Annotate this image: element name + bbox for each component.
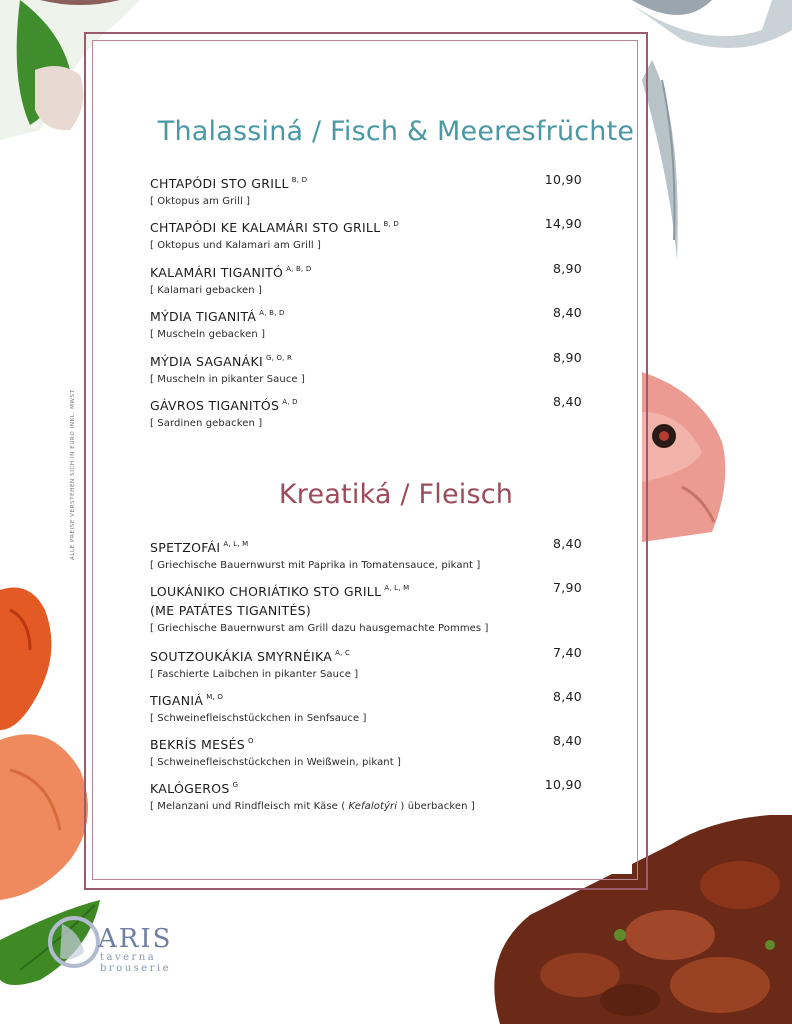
allergen-codes: G, O, R: [265, 354, 293, 362]
price-note-vertical: [70, 370, 80, 560]
logo: [40, 908, 190, 978]
item-description: [ Kalamari gebacken ]: [150, 285, 263, 296]
meat-section-title: Kreatiká / Fleisch: [278, 479, 514, 510]
item-description-italic: Kefalotýri: [348, 801, 398, 812]
item-price: 14,90: [544, 216, 582, 231]
allergen-codes: O: [248, 737, 254, 745]
item-description: [ Muscheln gebacken ]: [150, 329, 266, 340]
menu-item: [150, 689, 582, 726]
item-description: [ Faschierte Laibchen in pikanter Sauce ]: [150, 669, 359, 680]
item-name: SPETZOFÁI: [150, 540, 221, 555]
logo-wordmark: ARIS: [98, 924, 173, 954]
item-price: 10,90: [544, 172, 582, 187]
item-description: [ Sardinen gebacken ]: [150, 418, 263, 429]
fish-section-title: Thalassiná / Fisch & Meeresfrüchte: [157, 116, 635, 147]
menu-item: [150, 777, 582, 814]
item-price: 8,40: [552, 536, 582, 551]
item-name: TIGANIÁ: [150, 693, 204, 708]
item-price: 10,90: [544, 777, 582, 792]
menu-item: [150, 580, 582, 636]
menu-item: [150, 350, 582, 387]
allergen-codes: A, B, D: [286, 265, 312, 273]
item-description: [ Oktopus und Kalamari am Grill ]: [150, 240, 322, 251]
menu-item: [150, 536, 582, 573]
item-name: BEKRÍS MESÉS: [150, 737, 245, 752]
price-note-text: ALLE PREISE VERSTEHEN SICH IN EURO INKL. MWST.: [70, 387, 76, 560]
allergen-codes: A, C: [335, 649, 351, 657]
item-name-line2: (ME PATÁTES TIGANITÉS): [150, 603, 312, 618]
logo-tagline: taverna brouserie: [100, 952, 172, 974]
item-name: LOUKÁNIKO CHORIÁTIKO STO GRILL: [150, 584, 382, 599]
item-description: [ Muscheln in pikanter Sauce ]: [150, 374, 305, 385]
item-price: 7,40: [552, 645, 582, 660]
allergen-codes: G: [232, 781, 239, 789]
menu-item: [150, 394, 582, 431]
item-description: [ Schweinefleischstückchen in Weißwein, pikant ]: [150, 757, 402, 768]
item-name: MÝDIA SAGANÁKI: [150, 354, 263, 369]
item-price: 8,40: [552, 394, 582, 409]
item-name: KALÓGEROS: [150, 781, 230, 796]
item-description: [ Oktopus am Grill ]: [150, 196, 251, 207]
item-price: 8,90: [552, 350, 582, 365]
item-price: 8,40: [552, 305, 582, 320]
item-price: 8,90: [552, 261, 582, 276]
item-price: 8,40: [552, 689, 582, 704]
menu-item: [150, 733, 582, 770]
item-name: SOUTZOUKÁKIA SMYRNÉIKA: [150, 649, 333, 664]
allergen-codes: A, D: [282, 398, 298, 406]
menu-item: [150, 216, 582, 253]
item-description-part: [ Melanzani und Rindfleisch mit Käse (: [150, 801, 349, 812]
allergen-codes: B, D: [383, 220, 399, 228]
item-name: CHTAPÓDI STO GRILL: [150, 176, 289, 191]
item-description: [150, 799, 582, 814]
item-description: [ Griechische Bauernwurst mit Paprika in Tomatensauce, pikant ]: [150, 560, 481, 571]
item-name: MÝDIA TIGANITÁ: [150, 309, 257, 324]
menu-item: [150, 645, 582, 682]
item-price: 7,90: [552, 580, 582, 595]
red-fish-photo-right: [642, 372, 792, 542]
menu-item: [150, 261, 582, 298]
item-description: [ Griechische Bauernwurst am Grill dazu hausgemachte Pommes ]: [150, 623, 489, 634]
item-name: KALAMÁRI TIGANITÓ: [150, 265, 284, 280]
menu-item: [150, 172, 582, 209]
allergen-codes: A, L, M: [384, 584, 410, 592]
item-price: 8,40: [552, 733, 582, 748]
menu-item: [150, 305, 582, 342]
item-name: GÁVROS TIGANITÓS: [150, 398, 280, 413]
item-description-part: ) überbacken ]: [397, 801, 475, 812]
item-name: CHTAPÓDI KE KALAMÁRI STO GRILL: [150, 220, 381, 235]
item-description: [ Schweinefleischstückchen in Senfsauce ]: [150, 713, 367, 724]
allergen-codes: M, O: [206, 693, 224, 701]
allergen-codes: A, B, D: [259, 309, 285, 317]
allergen-codes: B, D: [291, 176, 308, 184]
allergen-codes: A, L, M: [223, 540, 249, 548]
